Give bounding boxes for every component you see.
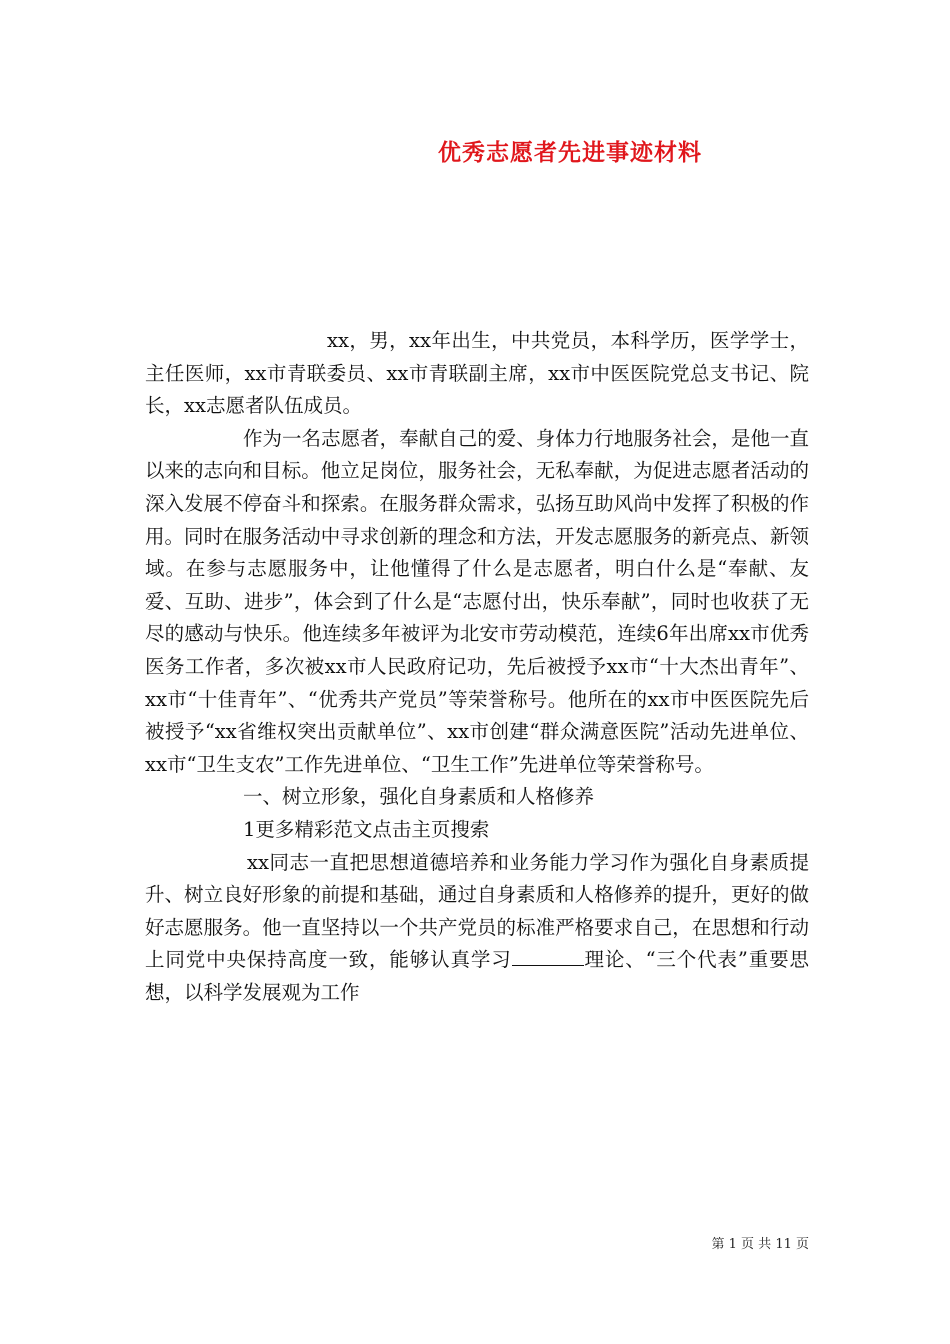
paragraph-section: [145, 847, 809, 1010]
document-title: 优秀志愿者先进事迹材料: [438, 139, 702, 166]
section-heading: 一、树立形象，强化自身素质和人格修养: [243, 785, 595, 809]
paragraph-section-continued: 理论、“三个代表”重要思想，以科学发展观为工作: [145, 948, 809, 1004]
promo-line: 1更多精彩范文点击主页搜索: [243, 817, 490, 841]
document-body: [145, 325, 809, 1009]
blank-underline: [512, 947, 584, 966]
paragraph-intro: xx，男，xx年出生，中共党员，本科学历，医学学士，主任医师，xx市青联委员、xx市青联副主席，xx市中医医院党总支书记、院长，xx志愿者队伍成员。: [145, 329, 809, 418]
paragraph-main: 作为一名志愿者，奉献自己的爱、身体力行地服务社会，是他一直以来的志向和目标。他立足岗位，服务社会，无私奉献，为促进志愿者活动的深入发展不停奋斗和探索。在服务群众需求，弘扬互助风尚中发挥了积极的作用。同时在服务活动中寻求创新的理念和方法，开发志愿服务的新亮点、新领域。在参与志愿服务中，让他懂得了什么是志愿者，明白什么是“奉献、友爱、互助、进步”，体会到了什么是“志愿付出，快乐奉献”，同时也收获了无尽的感动与快乐。他连续多年被评为北安市劳动模范，连续6年出席xx市优秀医务工作者，多次被xx市人民政府记功，先后被授予xx市“十大杰出青年”、xx市“十佳青年”、“优秀共产党员”等荣誉称号。他所在的xx市中医医院先后被授予“xx省维权突出贡献单位”、xx市创建“群众满意医院”活动先进单位、xx市“卫生支农”工作先进单位、“卫生工作”先进单位等荣誉称号。: [145, 426, 809, 776]
paragraph-section-text: xx同志一直把思想道德培养和业务能力学习作为强化自身素质提升、树立良好形象的前提和基础，通过自身素质和人格修养的提升，更好的做好志愿服务。他一直坚持以一个共产党员的标准严格要求自己，在思想和行动上同党中央保持高度一致，能够认真学习: [145, 850, 809, 972]
page-number: 第 1 页 共 11 页: [711, 1237, 809, 1252]
